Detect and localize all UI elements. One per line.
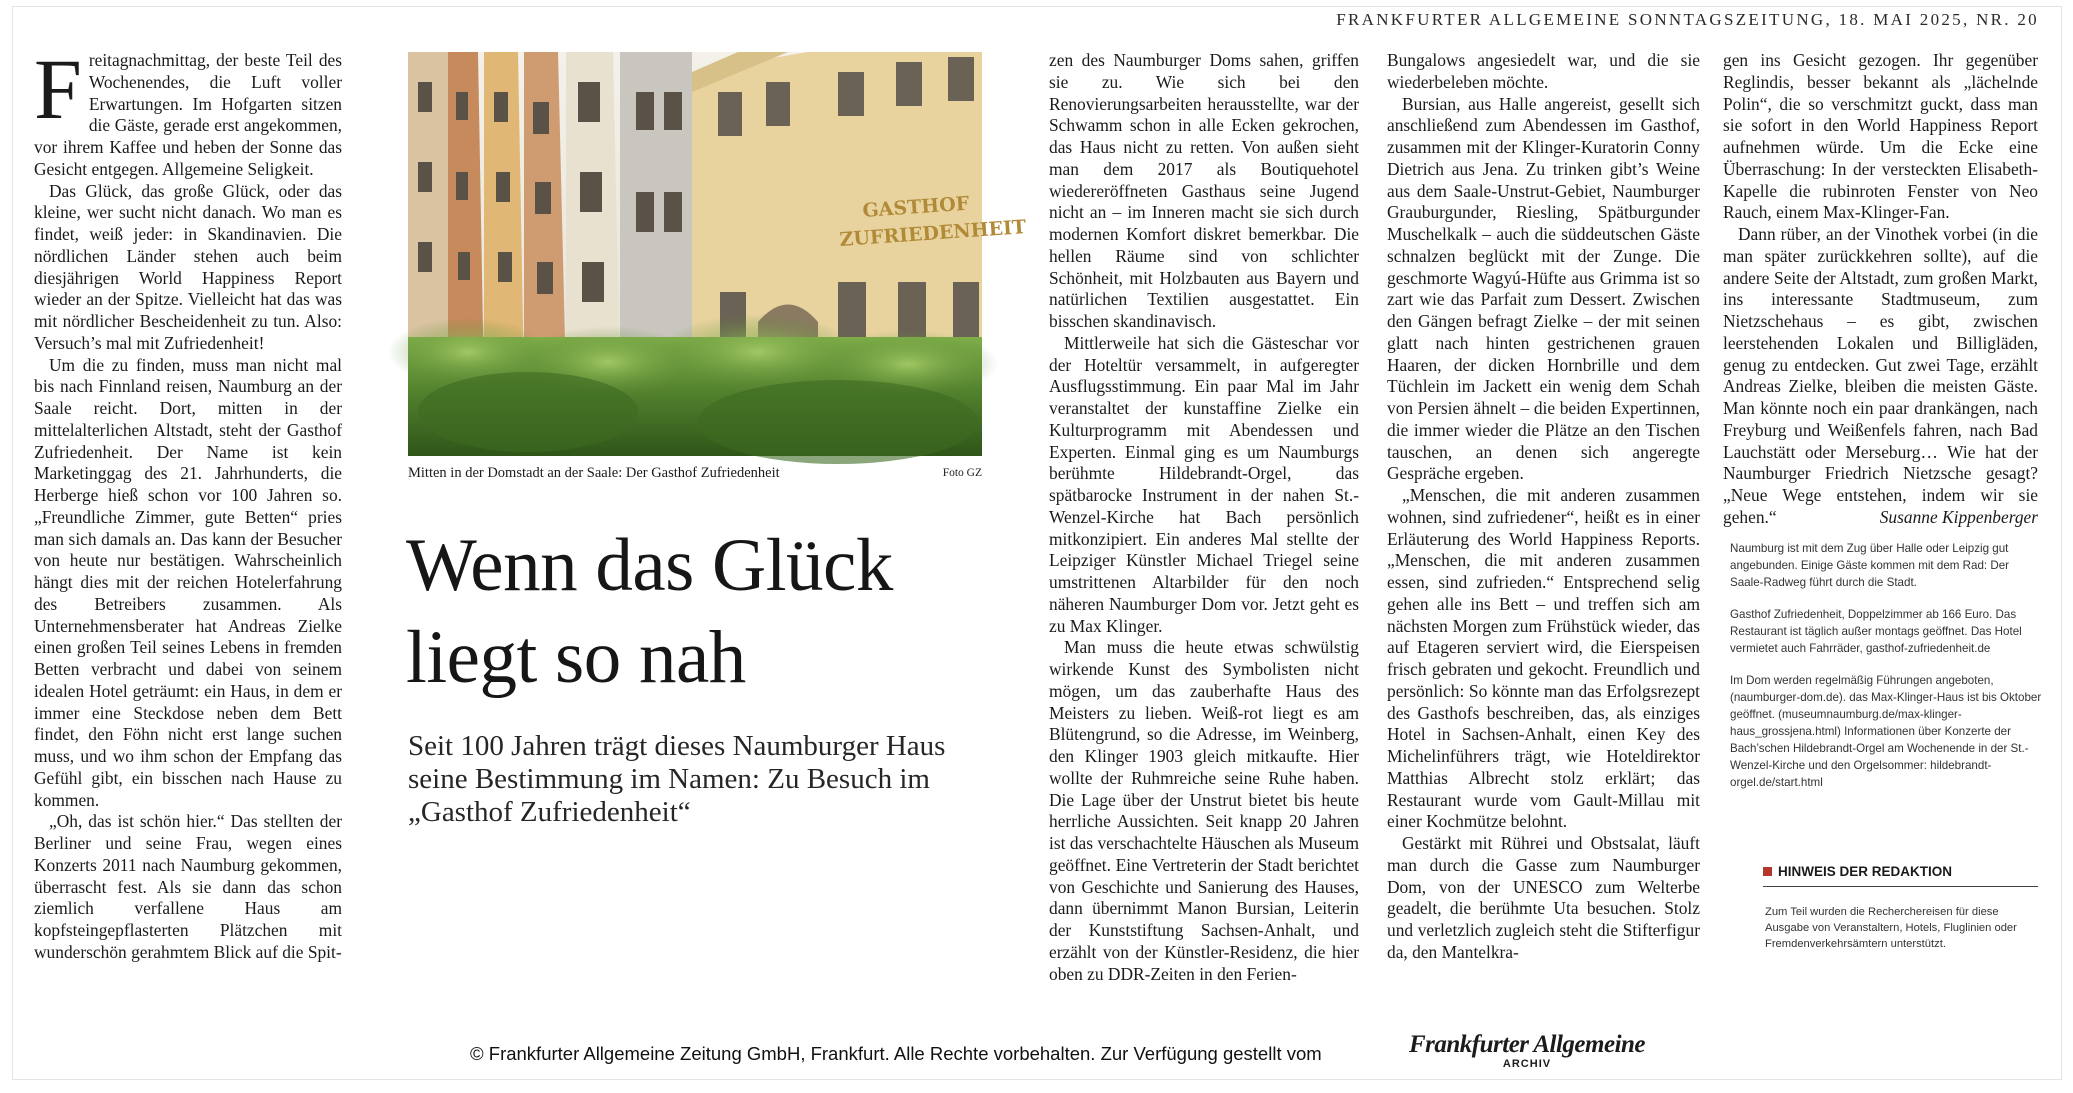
article-column-5 (1723, 50, 2038, 529)
info-box (1730, 540, 2043, 806)
photo-sign-line-2: ZUFRIEDENHEIT (838, 216, 1027, 251)
faz-archiv-logo (1409, 1033, 1645, 1070)
article-paragraph: Man muss die heute etwas schwülstig wirkende Kunst des Symbolisten nicht mögen, um das zauberhafte Haus des Meisters zu lieben. Weiß-rot liegt es am Blütengrund, so die Adresse, im Weinberg, den Klinger 1903 gleich mitkaufte. Hier wollte der Ruhmreiche seine Ruhe haben. Die Lage über der Unstrut bietet bis heute herrliche Aussichten. Seit knapp 20 Jahren ist das verschachtelte Häuschen als Museum geöffnet. Eine Vertreterin der Stadt berichtet von Geschichte und Sanierung des Hauses, dann übernimmt Manon Bursian, Leiterin der Kunststiftung Sachsen-Anhalt, und erzählt von der Künstler-Residenz, die hier oben zu DDR-Zeiten in den Ferien- (1049, 637, 1359, 984)
photo-caption (408, 465, 982, 482)
info-paragraph: Naumburg ist mit dem Zug über Halle oder Leipzig gut angebunden. Einige Gäste kommen mit dem Rad: Der Saale-Radweg führt durch die Stadt. (1730, 542, 2010, 589)
square-icon (1763, 867, 1772, 876)
divider (1763, 886, 2038, 887)
headline: Wenn das Glück liegt so nah (406, 524, 893, 699)
logo-title: Frankfurter Allgemeine (1409, 1031, 1646, 1058)
article-paragraph: Bursian, aus Halle angereist, gesellt sich anschließend zum Abendessen im Gasthof, zusammen mit der Klinger-Kuratorin Conny Dietrich aus Jena. Zu trinken gibt’s Weine aus dem Saale-Unstrut-Gebiet, Naumburger Grauburgunder, Riesling, Spätburgunder Muschelkalk – auch die süddeutschen Gäste schnalzen beglückt mit der Zunge. Die geschmorte Wagyú-Hüfte aus Grimma ist so zart wie das Parfait zum Dessert. Zwischen den Gängen befragt Zielke – der mit seinen glatt nach hinten gestrichenen grauen Haaren, der dicken Hornbrille und dem Tüchlein im Jackett ein wenig dem Schah von Persien ähnelt – die beiden Expertinnen, die immer wieder die Plätze an den Tischen tauschen, an denen sich angeregte Gespräche ergeben. (1387, 93, 1700, 484)
info-paragraph: Gasthof Zufriedenheit, Doppelzimmer ab 166 Euro. Das Restaurant ist täglich außer montags geöffnet. Das Hotel vermietet auch Fahrräder, gasthof-zufriedenheit.de (1730, 608, 2022, 655)
article-paragraph: „Menschen, die mit anderen zusammen wohnen, sind zufriedener“, heißt es in einer Erläuterung des World Happiness Reports. „Menschen, die mit anderen zusammen essen, sind zufrieden.“ Entsprechend selig gehen alle ins Bett – und treffen sich am nächsten Morgen zum Frühstück wieder, das auf Etageren serviert wird, die Eierspeisen frisch gebraten und gekocht. Freundlich und persönlich: So könnte man das Erfolgsrezept des Gasthofs beschreiben, das, als einziges Hotel in Sachsen-Anhalt, einen Key des Michelinführers trägt, wie Hoteldirektor Matthias Albrecht stolz erklärt; das Restaurant wurde vom Gault-Millau mit einer Kochmütze belohnt. (1387, 485, 1700, 832)
photo-sign-line-1: GASTHOF (861, 192, 970, 222)
logo-subtitle: ARCHIV (1502, 1058, 1552, 1070)
editor-note-heading (1763, 864, 1952, 879)
article-paragraph: „Oh, das ist schön hier.“ Das stellten der Berliner und seine Frau, wegen eines Konzerts 2011 nach Naumburg gekommen, überrascht fest. Als sie dann das schon ziemlich verfallene Haus am kopfsteingepflasterten Plätzchen mit wunderschön gerahmtem Blick auf die Spit- (34, 811, 342, 962)
article-paragraph: Gestärkt mit Rührei und Obstsalat, läuft man durch die Gasse zum Naumburger Dom, von der UNESCO zum Welterbe geadelt, die berühmte Uta besuchen. Stolz und verletzlich zugleich steht die Stifterfigur da, den Mantelkra- (1387, 833, 1700, 962)
article-paragraph: Um die zu finden, muss man nicht mal bis nach Finnland reisen, Naumburg an der Saale reicht. Dort, mitten in der mittelalterlichen Altstadt, steht der Gasthof Zufriedenheit. Der Name ist kein Marketinggag des 21. Jahrhunderts, die Herberge hieß schon vor 100 Jahren so. „Freundliche Zimmer, gute Betten“ pries man sich damals an. Das kann der Besucher von heute nur bestätigen. Wahrscheinlich hängt dies mit der reichen Hotelerfahrung des Betreibers zusammen. Als Unternehmensberater hat Andreas Zielke einen großen Teil seines Lebens in fremden Betten verbracht und dabei von seinem idealen Hotel geträumt: ein Haus, in dem er immer eine Steckdose neben dem Bett findet, den Föhn nicht erst lange suchen muss, und wo ihm schon der Empfang das Gefühl gibt, ein bisschen nach Hause zu kommen. (34, 354, 342, 810)
info-paragraph: Im Dom werden regelmäßig Führungen angeboten, (naumburger-dom.de). das Max-Klinger-Haus ist bis Oktober geöffnet. (museumnaumburg.de/max-klinger-haus_grossjena.html) Informationen über Konzerte der Bach’schen Hildebrandt-Orgel am Wochenende in der St.-Wenzel-Kirche und den Orgelsommer: hildebrandt-orgel.de/start.html (1730, 674, 2042, 789)
article-paragraph: gen ins Gesicht gezogen. Ihr gegenüber Reglindis, besser bekannt als „lächelnde Polin“, die so verschmitzt guckt, dass man sie sofort in den World Happiness Report aufnehmen würde. Um die Ecke eine Überraschung: In der versteckten Elisabeth-Kapelle die rubinroten Fenster von Neo Rauch, einem Max-Klinger-Fan. (1723, 50, 2038, 223)
article-column-4 (1387, 50, 1700, 964)
subheadline: Seit 100 Jahren trägt dieses Naumburger Haus seine Bestimmung im Namen: Zu Besuch im „Gasthof Zufriedenheit“ (408, 730, 946, 828)
article-column-3 (1049, 50, 1359, 985)
editor-note-title: HINWEIS DER REDAKTION (1778, 864, 1953, 879)
author-byline: Susanne Kippenberger (1879, 506, 2038, 527)
article-paragraph: Freitagnachmittag, der beste Teil des Wochenendes, die Luft voller Erwartungen. Im Hofgarten sitzen die Gäste, gerade erst angekommen, vor ihrem Kaffee und heben der Sonne das Gesicht entgegen. Allgemeine Seligkeit. (34, 41, 342, 179)
article-paragraph: Das Glück, das große Glück, oder das kleine, wer sucht nicht danach. Wo man es findet, weiß jeder: in Skandinavien. Die nördlichen Länder stehen auch beim diesjährigen World Happiness Report wieder an der Spitze. Vielleicht hat das was mit nördlicher Bescheidenheit zu tun. Also: Versuch’s mal mit Zufriedenheit! (34, 180, 342, 353)
article-paragraph: zen des Naumburger Doms sahen, griffen sie zu. Wie sich bei den Renovierungsarbeiten herausstellte, war der Schwamm schon in alle Ecken gekrochen, das Haus nicht zu retten. Von außen sieht man dem 2017 als Boutiquehotel wiedereröffneten Gasthaus seine Jugend nicht an – im Inneren macht sie sich durch modernen Komfort diskret bemerkbar. Die hellen Räume sind von schlichter Schönheit, mit Holzbauten aus Bayern und natürlichen Textilien ausgestattet. Ein bisschen skandinavisch. (1049, 50, 1359, 331)
article-paragraph: Mittlerweile hat sich die Gästeschar vor der Hoteltür versammelt, in aufgeregter Ausflugsstimmung. Ein paar Mal im Jahr veranstaltet der kunstaffine Zielke ein Kulturprogramm mit Abendessen und Experten. Einmal ging es um Naumburgs berühmte Hildebrandt-Orgel, das spätbarocke Instrument in der nahen St.-Wenzel-Kirche hat Bach persönlich mitkonzipiert. Ein anderes Mal stellte der Leipziger Künstler Michael Triegel seine umstrittenen Altarbilder für den noch näheren Naumburger Dom vor. Jetzt geht es zu Max Klinger. (1049, 332, 1359, 636)
copyright-notice: © Frankfurter Allgemeine Zeitung GmbH, Frankfurt. Alle Rechte vorbehalten. Zur Verfügung gestellt vom (470, 1043, 1322, 1064)
caption-text: Mitten in der Domstadt an der Saale: Der Gasthof Zufriedenheit (408, 465, 780, 481)
article-paragraph: Bungalows angesiedelt war, und die sie wiederbeleben möchte. (1387, 50, 1700, 92)
masthead: FRANKFURTER ALLGEMEINE SONNTAGSZEITUNG, 18. MAI 2025, NR. 20 (1336, 10, 2039, 29)
editor-note-text: Zum Teil wurden die Recherchereisen für diese Ausgabe von Veranstaltern, Hotels, Fluglinien oder Fremdenverkehrsämtern unterstützt. (1765, 906, 2017, 950)
drop-cap: F (34, 41, 82, 137)
article-photo (408, 52, 1027, 456)
photo-credit: Foto GZ (942, 467, 982, 479)
article-paragraph: Dann rüber, an der Vinothek vorbei (in die man später zurückkehren sollte), auf die andere Seite der Altstadt, zum großen Markt, ins interessante Stadtmuseum, zum Nietzschehaus – es gibt, zwischen leerstehenden Lokalen und Billigläden, genug zu entdecken. Gut zwei Tage, erzählt Andreas Zielke, bleiben die meisten Gäste. Man könnte noch ein paar drankängen, nach Freyburg und Weißenfels fahren, nach Bad Lauchstätt oder Merseburg… Wie hat der Naumburger Friedrich Nietzsche gesagt? „Neue Wege entstehen, indem wir sie gehen.“ Susanne Kippenberger (1723, 224, 2038, 527)
article-column-1 (34, 41, 342, 964)
